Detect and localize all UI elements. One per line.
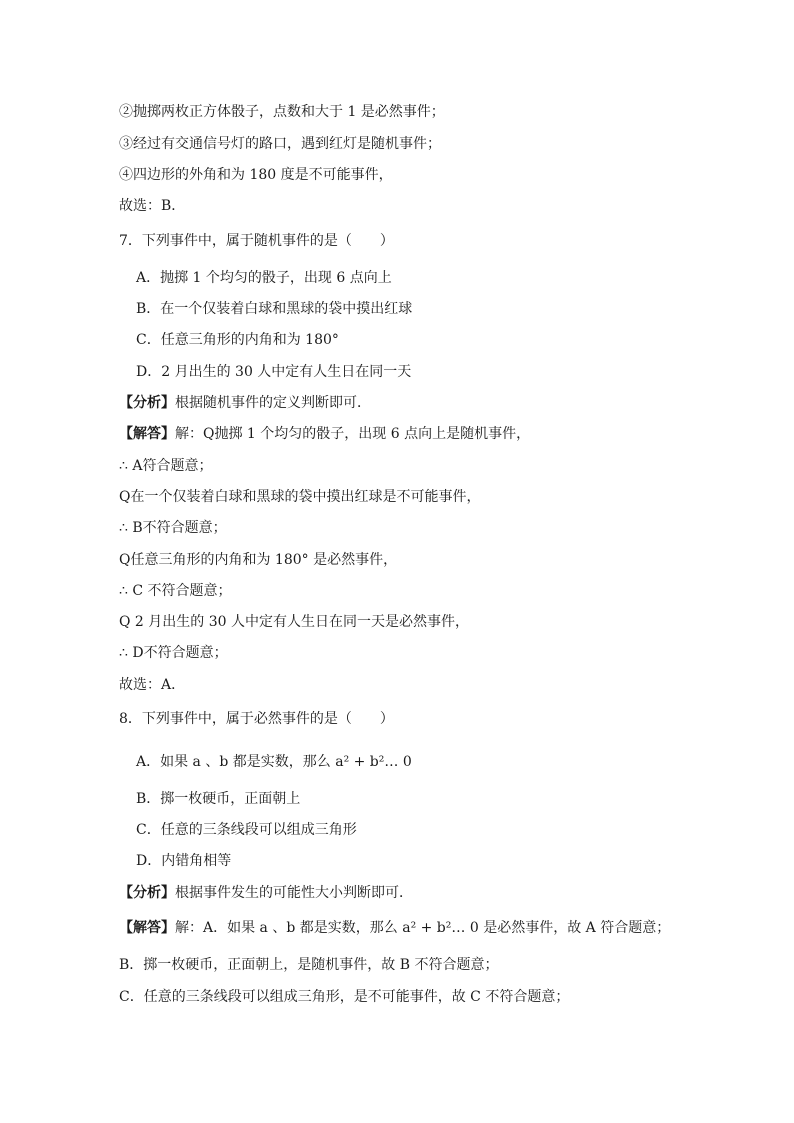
- solution-line: ④四边形的外角和为 180 度是不可能事件，: [119, 167, 393, 183]
- analysis-tag: 【分析】: [119, 885, 175, 901]
- q7-option-d: D．2 月出生的 30 人中定有人生日在同一天: [136, 364, 412, 380]
- q7-option-b: B．在一个仅装着白球和黑球的袋中摸出红球: [136, 301, 413, 317]
- solution-line: Q任意三角形的内角和为 180° 是必然事件，: [119, 552, 398, 568]
- q8-answer: [119, 918, 670, 938]
- question-7-stem: 7．下列事件中，属于随机事件的是（ ）: [119, 233, 394, 249]
- choice-conclusion: 故选：A．: [119, 677, 186, 693]
- q8-option-b: B．掷一枚硬币，正面朝上: [136, 791, 301, 807]
- q8-option-d: D．内错角相等: [136, 853, 232, 869]
- answer-text: 解：Q抛掷 1 个均匀的骰子，出现 6 点向上是随机事件，: [175, 426, 531, 442]
- q7-analysis: [119, 393, 371, 413]
- q8-option-c: C．任意的三条线段可以组成三角形: [136, 822, 357, 838]
- q7-option-a: A．抛掷 1 个均匀的骰子，出现 6 点向上: [136, 270, 392, 286]
- answer-text: 解：A．如果 a 、b 都是实数，那么 a² + b²… 0 是必然事件，故 A 符合题意；: [175, 920, 671, 936]
- solution-line: Q 2 月出生的 30 人中定有人生日在同一天是必然事件，: [119, 614, 469, 630]
- solution-line: ③经过有交通信号灯的路口，遇到红灯是随机事件；: [119, 136, 441, 152]
- analysis-text: 根据事件发生的可能性大小判断即可．: [175, 885, 413, 901]
- q7-option-c: C．任意三角形的内角和为 180°: [136, 332, 339, 348]
- solution-line: ②抛掷两枚正方体骰子，点数和大于 1 是必然事件；: [119, 104, 445, 120]
- solution-line: C．任意的三条线段可以组成三角形，是不可能事件，故 C 不符合题意；: [119, 989, 570, 1005]
- solution-line: B．掷一枚硬币，正面朝上，是随机事件，故 B 不符合题意；: [119, 957, 499, 973]
- answer-tag: 【解答】: [119, 426, 175, 442]
- solution-line: ∴ A符合题意；: [119, 458, 213, 474]
- q8-analysis: [119, 883, 413, 903]
- solution-line: ∴ D不符合题意；: [119, 645, 228, 661]
- question-8-stem: 8．下列事件中，属于必然事件的是（ ）: [119, 711, 394, 727]
- choice-conclusion: 故选：B．: [119, 198, 186, 214]
- analysis-tag: 【分析】: [119, 395, 175, 411]
- q8-option-a: A．如果 a 、b 都是实数，那么 a² + b²… 0: [136, 754, 412, 770]
- analysis-text: 根据随机事件的定义判断即可．: [175, 395, 371, 411]
- answer-tag: 【解答】: [119, 920, 175, 936]
- solution-line: Q在一个仅装着白球和黑球的袋中摸出红球是不可能事件，: [119, 489, 481, 505]
- solution-line: ∴ C 不符合题意；: [119, 583, 232, 599]
- q7-answer: [119, 424, 530, 444]
- solution-line: ∴ B不符合题意；: [119, 520, 227, 536]
